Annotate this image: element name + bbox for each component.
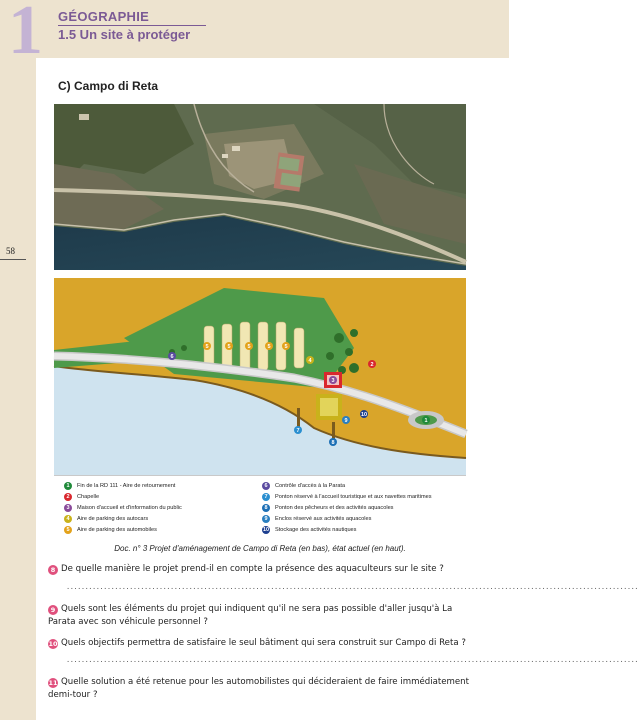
- legend-label: Aire de parking des autocars: [77, 516, 149, 522]
- answer-line[interactable]: ..........................................................................................................................................................: [66, 583, 638, 591]
- legend-marker-5: 5: [64, 526, 72, 534]
- svg-text:2: 2: [370, 362, 374, 368]
- legend-marker-3: 3: [64, 504, 72, 512]
- legend-item: [262, 482, 345, 490]
- legend-item: [64, 493, 99, 501]
- section-title: C) Campo di Reta: [58, 79, 159, 93]
- legend-item: [262, 493, 432, 501]
- svg-text:9: 9: [344, 418, 348, 424]
- development-plan-map: [54, 278, 466, 475]
- aerial-photo-image: [54, 104, 466, 270]
- legend-marker-2: 2: [64, 493, 72, 501]
- question-text: Quels sont les éléments du projet qui indiquent qu'il ne sera pas possible d'aller jusqu'à La Parata avec son véhicule personnel ?: [48, 604, 453, 627]
- legend-marker-9: 9: [262, 515, 270, 523]
- svg-text:1: 1: [424, 418, 428, 424]
- header-divider: [58, 25, 206, 26]
- question-10: [48, 637, 478, 650]
- legend-label: Maison d'accueil et d'information du public: [77, 505, 182, 511]
- margin-band: [0, 0, 36, 720]
- legend-item: [262, 504, 393, 512]
- legend-label: Contrôle d'accès à la Parata: [275, 483, 346, 489]
- legend-item: [64, 515, 148, 523]
- map-legend: [54, 475, 466, 536]
- subject-title: GÉOGRAPHIE: [58, 9, 150, 24]
- svg-text:4: 4: [308, 358, 312, 364]
- legend-label: Chapelle: [77, 494, 100, 500]
- svg-text:5: 5: [247, 344, 251, 350]
- question-number: 8: [48, 565, 58, 575]
- legend-item: [262, 515, 371, 523]
- question-9: [48, 603, 478, 629]
- legend-label: Ponton des pêcheurs et des activités aquacoles: [275, 505, 394, 511]
- legend-label: Fin de la RD 111 - Aire de retournement: [77, 483, 176, 489]
- legend-marker-7: 7: [262, 493, 270, 501]
- legend-marker-1: 1: [64, 482, 72, 490]
- svg-text:5: 5: [284, 344, 288, 350]
- question-8: [48, 563, 478, 576]
- legend-marker-6: 6: [262, 482, 270, 490]
- svg-text:5: 5: [205, 344, 209, 350]
- legend-marker-8: 8: [262, 504, 270, 512]
- question-number: 9: [48, 605, 58, 615]
- question-text: De quelle manière le projet prend-il en compte la présence des aquaculteurs sur le site ?: [61, 564, 444, 574]
- aerial-photo: [54, 104, 466, 270]
- legend-label: Enclos réservé aux activités aquacoles: [275, 516, 372, 522]
- legend-label: Ponton réservé à l'accueil touristique et aux navettes maritimes: [275, 494, 432, 500]
- lesson-title: 1.5 Un site à protéger: [58, 27, 191, 42]
- page-number: 58: [6, 246, 15, 256]
- legend-marker-4: 4: [64, 515, 72, 523]
- question-11: [48, 676, 478, 702]
- question-text: Quelle solution a été retenue pour les automobilistes qui décideraient de faire immédiatement demi-tour ?: [48, 677, 469, 700]
- legend-label: Aire de parking des automobiles: [77, 527, 157, 533]
- svg-text:7: 7: [296, 428, 300, 434]
- question-number: 10: [48, 640, 58, 648]
- question-number: 11: [48, 679, 58, 687]
- legend-label: Stockage des activités nautiques: [275, 527, 357, 533]
- chapter-number: 1: [8, 0, 43, 69]
- svg-text:3: 3: [331, 378, 335, 384]
- document-caption: Doc. n° 3 Projet d'aménagement de Campo di Reta (en bas), état actuel (en haut).: [114, 544, 406, 553]
- svg-text:5: 5: [227, 344, 231, 350]
- question-text: Quels objectifs permettra de satisfaire le seul bâtiment qui sera construit sur Campo di Reta ?: [61, 638, 466, 648]
- svg-text:5: 5: [267, 344, 271, 350]
- legend-item: [262, 526, 356, 534]
- answer-line[interactable]: ..........................................................................................................................................................: [66, 656, 638, 664]
- page-number-divider: [0, 259, 26, 260]
- svg-text:6: 6: [170, 354, 174, 360]
- legend-item: [64, 504, 182, 512]
- legend-marker-10: 10: [262, 527, 270, 533]
- legend-item: [64, 526, 157, 534]
- legend-item: [64, 482, 175, 490]
- svg-text:8: 8: [331, 440, 335, 446]
- development-plan: [54, 278, 466, 536]
- svg-text:10: 10: [360, 412, 368, 418]
